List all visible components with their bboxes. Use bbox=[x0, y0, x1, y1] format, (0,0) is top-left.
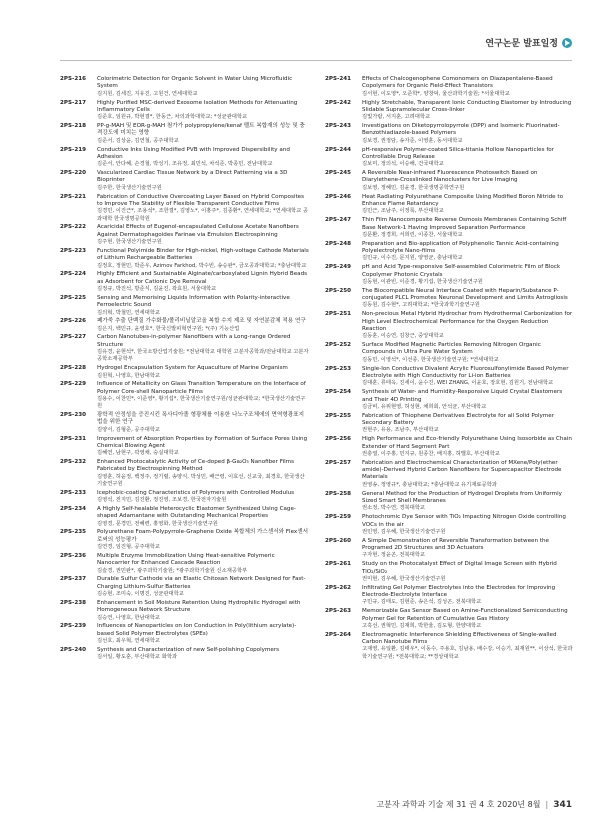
entry-body bbox=[362, 460, 574, 489]
entry-title: Thin Film Nanocomposite Reverse Osmosis Membranes Containing Schiff Base Network-1 Having Improved Separation Performance bbox=[362, 217, 567, 231]
entry-authors: 김승연, 나영호, 한남대학교 bbox=[97, 614, 161, 621]
entry-code: 2PS-263 bbox=[325, 608, 352, 615]
program-entry bbox=[60, 318, 309, 333]
program-entry bbox=[60, 248, 309, 270]
program-entry bbox=[325, 217, 574, 239]
entry-body bbox=[362, 538, 574, 560]
entry-code: 2PS-244 bbox=[325, 146, 352, 153]
entry-authors: 김민근, 조남주, 이정록, 부산대학교 bbox=[362, 208, 444, 215]
entry-body bbox=[97, 318, 309, 333]
program-entry bbox=[325, 413, 574, 435]
entry-body bbox=[362, 389, 574, 411]
entry-code: 2PS-248 bbox=[325, 240, 352, 247]
entry-authors: 고혹선, 권혁민, 김재희, 박한울, 김도형, 한양대학교 bbox=[362, 622, 482, 629]
entry-body bbox=[97, 194, 309, 223]
program-entry bbox=[325, 608, 574, 630]
entry-title: Improvement of Absorption Properties by Formation of Surface Pores Using Chemical Blowing Agent bbox=[97, 435, 308, 449]
entry-body bbox=[97, 365, 309, 380]
entry-title: Vascularized Cardiac Tissue Network by a Direct Patterning via a 3D Bioprinter bbox=[97, 170, 288, 184]
entry-body bbox=[362, 514, 574, 536]
entry-authors: 김양서, 김형준, 공주대학교 bbox=[97, 426, 161, 433]
entry-authors: 김영석, 전지민, 김진환, 정진영, 조보경, 한국전자기술원 bbox=[97, 497, 227, 504]
entry-authors: 김보경, 권정담, 송자준, 이영훈, 동서대학교 bbox=[362, 137, 463, 144]
entry-title: Photochromic Dye Sensor with TiO₂ Impacting Nitrogen Oxide controlling VOCs in the air bbox=[362, 514, 566, 528]
entry-code: 2PS-250 bbox=[325, 287, 352, 294]
program-entry bbox=[60, 459, 309, 488]
program-entry bbox=[60, 381, 309, 410]
entry-code: 2PS-223 bbox=[60, 247, 87, 254]
entry-authors: 김지원, 김세진, 지유진, 고원건, 연세대학교 bbox=[97, 90, 198, 97]
entry-title: Fabrication and Electrochemical Characterization of MXene/Poly(ether amide)-Derived Hybrid Carbon Nanofibers for Supercapacitor Electrode Materials bbox=[362, 459, 562, 481]
entry-authors: 김의혁, 박철민, 연세대학교 bbox=[97, 309, 161, 316]
entry-title: Hydrogel Encapsulation System for Aquaculture of Marine Organism bbox=[97, 365, 288, 372]
entry-authors: 김문환, 정경희, 서희린, 이종찬, 서울대학교 bbox=[362, 231, 463, 238]
entry-code: 2PS-238 bbox=[60, 599, 87, 606]
entry-title: Colorimetric Detection for Organic Solvent in Water Using Microfluidic System bbox=[97, 76, 293, 90]
program-entry bbox=[325, 514, 574, 536]
entry-authors: 김준서, 김상윤, 김연철, 공주대학교 bbox=[97, 137, 179, 144]
entry-title: Conductive Inks Using Modified PVB with Improved Dispersibility and Adhesion bbox=[97, 146, 290, 160]
program-entry bbox=[60, 100, 309, 122]
entry-body bbox=[362, 76, 574, 98]
entry-body bbox=[362, 366, 574, 388]
program-entry bbox=[325, 194, 574, 216]
entry-authors: 권충열, 이주홍, 민지규, 원종찬, 배지홍, 허밸호, 부산대학교 bbox=[362, 450, 500, 457]
entry-authors: 김슬경, 권민완*, 광주과학기술원; *광주과학기술원 신소재공학부 bbox=[97, 567, 248, 574]
entry-code: 2PS-218 bbox=[60, 123, 87, 130]
entry-title: General Method for the Production of Hydrogel Droplets from Uniformly Sized Smart Shell Membranes bbox=[362, 490, 562, 504]
entry-title: Memorizable Gas Sensor Based on Amine-Functionalized Semiconducting Polymer Gel for Retention of Cumulative Gas History bbox=[362, 608, 568, 622]
entry-body bbox=[97, 248, 309, 270]
entry-authors: 구민규, 김태도, 김현준, 송은석, 김성곤, 전북대학교 bbox=[362, 599, 482, 606]
entry-title: Single-Ion Conductive Divalent Acrylic Fluorosulfonylimide Based Polymer Electrolyte with High Conductivity for Li-ion Batteries bbox=[362, 365, 569, 379]
entry-code: 2PS-219 bbox=[60, 146, 87, 153]
entry-code: 2PS-246 bbox=[325, 193, 352, 200]
program-entry bbox=[325, 366, 574, 388]
entry-authors: 김영훈, 허윤정, 백정주, 정기렬, 송양식, 박성민, 배근령, 이효선, 신교국, 최경호, 한국생산기술연구원 bbox=[97, 473, 305, 488]
program-entry bbox=[60, 365, 309, 380]
entry-code: 2PS-222 bbox=[60, 224, 87, 231]
section-header bbox=[485, 36, 572, 49]
entry-body bbox=[362, 123, 574, 145]
entry-body bbox=[362, 288, 574, 310]
entry-title: A Simple Demonstration of Reversible Transformation between the Programed 2D Structures and 3D Actuators bbox=[362, 537, 549, 552]
entry-body bbox=[362, 491, 574, 513]
entry-body bbox=[97, 334, 309, 363]
entry-body bbox=[97, 381, 309, 410]
entry-title: Heat Radiating Polyurethane Composite Using Modified Boron Nitride to Enhance Flame Retardancy bbox=[362, 193, 564, 207]
program-entry bbox=[60, 576, 309, 598]
entry-code: 2PS-226 bbox=[60, 318, 87, 325]
left-column bbox=[60, 76, 309, 663]
entry-code: 2PS-233 bbox=[60, 489, 87, 496]
program-entry bbox=[325, 311, 574, 340]
entry-authors: 김원혁, 나영호, 한남대학교 bbox=[97, 372, 161, 379]
entry-title: 광학적 안정성을 증진시킨 폭사디아졸 형광체를 이용한 나노구조체에의 면역형광표지법을 위한 연구 bbox=[97, 412, 304, 426]
entry-body bbox=[97, 529, 309, 551]
entry-title: Effects of Chalcogenophene Comonomers on Diazapentalene-Based Copolymers for Organic Field-Effect Transistors bbox=[362, 76, 553, 90]
entry-authors: 김연경, 임진형, 공주대학교 bbox=[97, 544, 161, 551]
program-entry bbox=[325, 585, 574, 607]
entry-authors: 김영경, 문경민, 전혜련, 홍영화, 한국생산기술연구원 bbox=[97, 520, 218, 527]
program-entry bbox=[60, 224, 309, 246]
program-entry bbox=[325, 436, 574, 458]
entry-body bbox=[97, 147, 309, 169]
entry-title: A Reversible Near-infrared Fluorescence Photoswitch Based on Diarylethene-Crosslinked Nanoclusters for Live Imaging bbox=[362, 170, 538, 184]
entry-code: 2PS-229 bbox=[60, 381, 87, 388]
program-entry bbox=[60, 600, 309, 622]
entry-authors: 권소정, 박수연, 경북대학교 bbox=[362, 505, 426, 512]
entry-authors: 구자현, 정윤곤, 전북대학교 bbox=[362, 552, 426, 559]
entry-body bbox=[362, 194, 574, 216]
program-entry bbox=[60, 436, 309, 458]
entry-body bbox=[362, 241, 574, 263]
entry-title: Functional Polyimide Binder for High-nickel, High-voltage Cathode Materials of Lithium Rechargeable Batteries bbox=[97, 247, 309, 262]
program-entry bbox=[325, 538, 574, 560]
entry-body bbox=[97, 412, 309, 434]
journal-info: 고분자 과학과 기술 제 31 권 4 호 2020년 8월 bbox=[376, 800, 541, 809]
entry-title: Enhancement in Soil Moisture Retention Using Hydrophilic Hydrogel with Homogeneous Network Structure bbox=[97, 599, 301, 614]
entry-authors: 김빛가람, 서지훈, 고려대학교 bbox=[362, 114, 431, 121]
entry-authors: 김동민, 이영석*, 이선종, 한국생산기술연구원; *연세대학교 bbox=[362, 356, 499, 363]
program-entry bbox=[60, 76, 309, 98]
entry-authors: 김동훈, 이승연, 김창근, 중앙대학교 bbox=[362, 333, 444, 340]
header-divider bbox=[60, 60, 572, 61]
entry-code: 2PS-216 bbox=[60, 76, 87, 82]
program-entry bbox=[60, 170, 309, 192]
entry-body bbox=[362, 311, 574, 340]
entry-title: Influences of Nanoparticles on Ion Conduction in Poly(lithium acrylate)-based Solid Polymer Electrolytes (SPEs) bbox=[97, 623, 297, 637]
entry-code: 2PS-264 bbox=[325, 631, 352, 638]
entry-body bbox=[97, 436, 309, 458]
entry-body bbox=[97, 76, 309, 98]
entry-title: Influence of Metallicity on Glass Transition Temperature on the Interface of Polymer Core-shell Nanoparticle Films bbox=[97, 381, 306, 395]
program-entry bbox=[60, 553, 309, 575]
entry-body bbox=[362, 436, 574, 458]
entry-authors: 김대훈, 류태옥, 진세이, 윤수진, WEI ZHANG, 이윤호, 장호현, 김원기, 전남대학교 bbox=[362, 380, 554, 387]
entry-code: 2PS-253 bbox=[325, 365, 352, 372]
program-entry bbox=[60, 529, 309, 551]
entry-code: 2PS-247 bbox=[325, 217, 352, 224]
entry-title: Surface Modified Magnetic Particles Removing Nitrogen Organic Compounds in Ultra Pure Water System bbox=[362, 342, 541, 356]
program-entry bbox=[325, 147, 574, 169]
entry-body bbox=[362, 632, 574, 661]
entry-authors: 김경민, 이진근*, 조용석*, 조한결*, 김영노*, 이홍주*, 김종환*, 연세대학교; *연세대학교 공과대학 한국생명공학원 bbox=[97, 208, 309, 222]
program-entry bbox=[60, 271, 309, 293]
program-entry bbox=[60, 506, 309, 528]
entry-code: 2PS-234 bbox=[60, 505, 87, 512]
entry-authors: 김서현, 이도영*, 오준학*, 양창덕, 울산과학기술원; *서울대학교 bbox=[362, 90, 510, 97]
entry-title: Highly Purified MSC-derived Exosome Isolation Methods for Attenuating Inflammatory Cells bbox=[97, 99, 298, 113]
program-entry bbox=[60, 147, 309, 169]
entry-authors: 김보미, 정의석, 이승해, 건국대학교 bbox=[362, 161, 444, 168]
entry-body bbox=[362, 585, 574, 607]
entry-authors: 김정규, 박진석, 방준식, 김윤진, 곽효원, 서울대학교 bbox=[97, 286, 217, 293]
entry-authors: 김주현, 한국생산기술연구원 bbox=[97, 239, 162, 246]
entry-title: Investigations on Diketopyrrolopyrrole (DPP) and Isomeric Fluorinated-Benzothiadiazole-based Polymers bbox=[362, 123, 560, 137]
entry-body bbox=[362, 342, 574, 364]
entry-title: Durable Sulfur Cathode via an Elastic Chitosan Network Designed for Fast-Charging Lithium-Sulfur Batteries bbox=[97, 576, 306, 590]
program-listing bbox=[60, 76, 574, 663]
section-title: 연구논문 발표일정 bbox=[485, 39, 558, 49]
entry-code: 2PS-237 bbox=[60, 576, 87, 583]
entry-body bbox=[97, 224, 309, 246]
entry-body bbox=[362, 147, 574, 169]
entry-body bbox=[362, 561, 574, 583]
entry-body bbox=[362, 217, 574, 239]
program-entry bbox=[325, 288, 574, 310]
entry-code: 2PS-240 bbox=[60, 646, 87, 653]
entry-body bbox=[97, 123, 309, 145]
entry-authors: 권미현, 김우혜, 한국생산기술연구원 bbox=[362, 575, 446, 582]
entry-code: 2PS-251 bbox=[325, 311, 352, 318]
entry-authors: 김민규, 이수진, 문지원, 양영균, 충남대학교 bbox=[362, 255, 463, 262]
entry-title: The Biocompatible Neural Interface Coated with Heparin/Substance P-conjugated PLCL Promotes Neuronal Development and Limits Astrogliosis bbox=[362, 287, 568, 302]
entry-code: 2PS-257 bbox=[325, 459, 352, 466]
entry-body bbox=[362, 170, 574, 192]
program-entry bbox=[325, 76, 574, 98]
entry-code: 2PS-227 bbox=[60, 334, 87, 341]
program-entry bbox=[325, 491, 574, 513]
entry-title: Polyurethane Foam-Polypyrrole-Graphene Oxide 복합체의 가스센서와 Flex센서로써의 성능평가 bbox=[97, 529, 309, 543]
entry-code: 2PS-254 bbox=[325, 389, 352, 396]
entry-body bbox=[97, 459, 309, 488]
entry-authors: 김용수, 이찬민*, 이준영*, 황기섭*, 한국생산기술연구원/성균관대학교; *한국생산기술연구원 bbox=[97, 396, 306, 410]
entry-authors: 김선호, 최우혁, 연세대학교 bbox=[97, 638, 161, 645]
entry-title: Fabrication of Thiophene Derivatives Electrolyte for all Solid Polymer Secondary Battery bbox=[362, 412, 554, 427]
entry-body bbox=[97, 647, 309, 662]
entry-body bbox=[362, 608, 574, 630]
program-entry bbox=[325, 100, 574, 122]
entry-code: 2PS-225 bbox=[60, 294, 87, 301]
entry-code: 2PS-224 bbox=[60, 271, 87, 278]
entry-title: Highly Stretchable, Transparent Ionic Conducting Elastomer by Introducing Slidable Supramolecular Cross-linker bbox=[362, 99, 572, 113]
entry-code: 2PS-221 bbox=[60, 193, 87, 200]
footer-separator: | bbox=[545, 800, 549, 809]
entry-code: 2PS-239 bbox=[60, 623, 87, 630]
program-entry bbox=[325, 123, 574, 145]
entry-code: 2PS-228 bbox=[60, 365, 87, 372]
entry-code: 2PS-231 bbox=[60, 435, 87, 442]
entry-code: 2PS-249 bbox=[325, 264, 352, 271]
entry-body bbox=[97, 295, 309, 317]
program-entry bbox=[60, 490, 309, 505]
entry-title: pH and Acid Type-responsive Self-assembled Colorimetric Film of Block Copolymer Photonic Crystals bbox=[362, 264, 561, 278]
entry-code: 2PS-260 bbox=[325, 537, 352, 544]
entry-body bbox=[97, 623, 309, 645]
entry-authors: 김주한, 한국생산기술연구원 bbox=[97, 184, 162, 191]
entry-code: 2PS-262 bbox=[325, 584, 352, 591]
entry-authors: 권민영, 김우혜, 한국생산기술연구원 bbox=[362, 528, 446, 535]
right-column bbox=[325, 76, 574, 663]
entry-code: 2PS-243 bbox=[325, 123, 352, 130]
entry-authors: 권영송, 정영규*, 충남대학교; *충남대학교 유기재료공학과 bbox=[362, 481, 497, 488]
entry-title: Multiple Enzyme Immobilization Using Heat-sensitive Polymeric Nanocarrier for Enhanced Cascade Reaction bbox=[97, 552, 275, 567]
entry-title: High Performance and Eco-friendly Polyurethane Using Isosorbide as Chain Extender of Hard Segment Part bbox=[362, 436, 572, 450]
entry-authors: 김혜연, 남현구, 곽영채, 숭실대학교 bbox=[97, 450, 179, 457]
entry-code: 2PS-245 bbox=[325, 170, 352, 177]
entry-body bbox=[97, 506, 309, 528]
entry-body bbox=[362, 264, 574, 286]
entry-title: Highly Efficient and Sustainable Alginate/carboxylated Lignin Hybrid Beads as Adsorbent for Cationic Dye Removal bbox=[97, 271, 308, 285]
entry-title: Infiltrating Gel Polymer Electrolytes into the Electrodes for Improving Electrode-Electrolyte Interface bbox=[362, 584, 556, 599]
entry-body bbox=[362, 413, 574, 435]
entry-body bbox=[97, 576, 309, 598]
program-entry bbox=[325, 632, 574, 661]
program-entry bbox=[60, 623, 309, 645]
entry-title: Electromagnetic Interference Shielding Effectiveness of Single-walled Carbon Nanotube Films bbox=[362, 631, 557, 646]
entry-title: Study on the Photocatalyst Effect of Digital Image Screen with Hybrid TiO₂/SiO₂ bbox=[362, 561, 557, 575]
entry-code: 2PS-241 bbox=[325, 76, 352, 82]
entry-title: A Highly Self-healable Heterocyclic Elastomer Synthesized Using Cage-shaped Adamantane with Outstanding Mechanical Properties bbox=[97, 505, 296, 520]
entry-code: 2PS-258 bbox=[325, 490, 352, 497]
entry-code: 2PS-220 bbox=[60, 170, 87, 177]
entry-title: Carbon Nanotubes-in-polymer Nanofibers with a Long-range Ordered Structure bbox=[97, 334, 291, 348]
entry-code: 2PS-259 bbox=[325, 514, 352, 521]
entry-body bbox=[97, 490, 309, 505]
program-entry bbox=[60, 295, 309, 317]
page-footer bbox=[376, 799, 572, 810]
entry-body bbox=[97, 271, 309, 293]
program-entry bbox=[60, 194, 309, 223]
entry-authors: 김은지, 백민규, 윤영호*, 한국신발피혁연구원; *(주) 기능산업 bbox=[97, 325, 240, 332]
entry-code: 2PS-230 bbox=[60, 412, 87, 419]
entry-authors: 김준서, 안다혜, 손경철, 박성기, 조유정, 최민석, 차석준, 박종민, 전남대학교 bbox=[97, 161, 273, 168]
entry-code: 2PS-242 bbox=[325, 99, 352, 106]
entry-authors: 김승현, 조미숙, 이명진, 성균관대학교 bbox=[97, 591, 184, 598]
page-number: 341 bbox=[553, 799, 572, 810]
program-entry bbox=[60, 412, 309, 434]
entry-title: PP-g-MAH 및 EOR-g-MAH 첨가가 polypropylene/kenaf 펠트 복합재의 성능 및 충격강도에 미치는 영향 bbox=[97, 123, 305, 137]
entry-authors: 김정호, 정현민, 박준우, Azimov Farkhod, 박수빈, 송승완*, 금오공과대학교; *충남대학교 bbox=[97, 262, 307, 269]
program-entry bbox=[325, 264, 574, 286]
entry-code: 2PS-261 bbox=[325, 561, 352, 568]
entry-title: pH-responsive Polymer-coated Silica-titania Hollow Nanoparticles for Controllable Drug Release bbox=[362, 146, 555, 160]
entry-authors: 김금비, 유위현영, 허성현, 채희회, 안석균, 부산대학교 bbox=[362, 403, 487, 410]
program-entry bbox=[60, 647, 309, 662]
entry-title: Non-precious Metal Hybrid Hydrochar from Hydrothermal Carbonization for High Level Electrochemical Performance for the Oxygen Reduction Reaction bbox=[362, 311, 573, 332]
entry-code: 2PS-235 bbox=[60, 529, 87, 536]
entry-body bbox=[97, 170, 309, 192]
entry-authors: 김동원, 김수현*, 고려대학교; *한국과학기술연구원 bbox=[362, 302, 480, 309]
entry-body bbox=[97, 600, 309, 622]
play-circle-icon bbox=[562, 38, 572, 48]
entry-title: Synthesis of Water- and Humidity-Responsive Liquid Crystal Elastomers and Their 4D Printing bbox=[362, 389, 563, 403]
entry-body bbox=[97, 100, 309, 122]
entry-title: Icephobic-coating Characteristics of Polymers with Controlled Modulus bbox=[97, 489, 295, 496]
program-entry bbox=[60, 334, 309, 363]
entry-authors: 김보영, 정혜민, 김윤경, 한국생명공학연구원 bbox=[362, 184, 465, 191]
entry-code: 2PS-256 bbox=[325, 436, 352, 443]
program-entry bbox=[325, 241, 574, 263]
entry-code: 2PS-236 bbox=[60, 552, 87, 559]
program-entry bbox=[325, 389, 574, 411]
entry-title: 폐가죽 추출 단백질 가수화물/폴리비닐알코올 복합 수지 제조 및 자연분감체 적용 연구 bbox=[97, 318, 306, 325]
entry-body bbox=[97, 553, 309, 575]
entry-title: Synthesis and Characterization of new Self-polishing Copolymers bbox=[97, 646, 280, 653]
entry-authors: 김유경, 윤현석*, 한국소방산업기술원; *전남대학교 대학원 고분자공학과/전남대학교 고분자공학소재공학부 bbox=[97, 349, 309, 363]
entry-authors: 김준호, 임원규, 박현결*, 한동근, 차의과학대학교; *성균관대학교 bbox=[97, 114, 248, 121]
entry-title: Enhanced Photocatalytic Activity of Ce-doped β-Ga₂O₃ Nanofiber Films Fabricated by Electrospinning Method bbox=[97, 459, 294, 473]
entry-title: Acaricidal Effects of Eugenol-encapsulated Cellulose Acetate Nanofibers Against Dermatophagoides Farinae via Emulsion Electrospinning bbox=[97, 224, 299, 238]
entry-authors: 김서일, 황도훈, 부산대학교 화학과 bbox=[97, 654, 178, 661]
entry-body bbox=[362, 100, 574, 122]
program-entry bbox=[60, 123, 309, 145]
entry-title: Sensing and Memorising Liquids Information with Polarity-interactive Ferroelectric Sound bbox=[97, 294, 290, 309]
program-entry bbox=[325, 460, 574, 489]
program-entry bbox=[325, 561, 574, 583]
entry-title: Fabrication of Conductive Overcoating Layer Based on Hybrid Composites to Improve The Stability of Flexible Transparent Conductive Films bbox=[97, 193, 304, 207]
entry-authors: 김동현, 이관빈, 이준경, 황기섭, 한국생산기술연구원 bbox=[362, 278, 483, 285]
entry-code: 2PS-252 bbox=[325, 342, 352, 349]
entry-title: Preparation and Bio-application of Polyphenolic Tannic Acid-containing Polyelectrolyte Nano-films bbox=[362, 240, 559, 255]
entry-authors: 고재영, 유일환, 김태우*, 이동수, 주용호, 김남용, 배수강, 이승기, 최재원**, 이상석, 한국과학기술연구원; *전북대학교; **경상대학교 bbox=[362, 646, 573, 660]
entry-authors: 권현주, 유용, 조남주, 부산대학교 bbox=[362, 427, 439, 434]
entry-code: 2PS-217 bbox=[60, 99, 87, 106]
program-entry bbox=[325, 342, 574, 364]
program-entry bbox=[325, 170, 574, 192]
entry-code: 2PS-255 bbox=[325, 412, 352, 419]
entry-code: 2PS-232 bbox=[60, 459, 87, 466]
